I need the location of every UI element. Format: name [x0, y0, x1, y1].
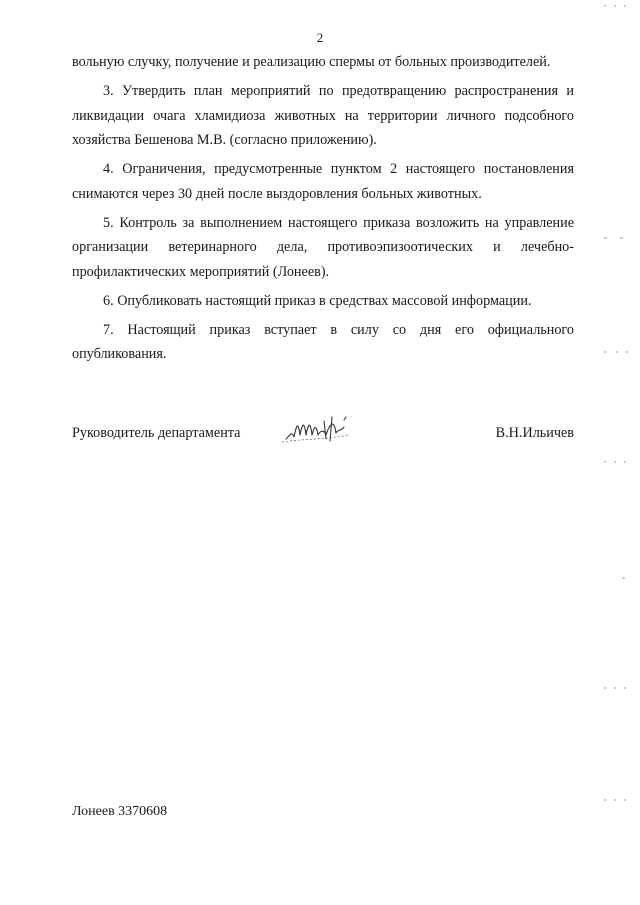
- paragraph-item-7: 7. Настоящий приказ вступает в силу со дня его официального опубликования.: [72, 321, 574, 362]
- signer-name: В.Н.Ильичев: [495, 425, 574, 441]
- paragraph-item-6: 6. Опубликовать настоящий приказ в средствах массовой информации.: [103, 292, 532, 309]
- paragraph-item-4: 4. Ограничения, предусмотренные пунктом 2 настоящего постановления снимаются через 30 дней после выздоровления больных животных.: [72, 161, 574, 202]
- scan-noise-mark: [602, 2, 632, 10]
- paragraph-item-3: 3. Утвердить план мероприятий по предотвращению распространения и ликвидации очага хламидиоза животных на территории личного подсобного хозяйства Бешенова М.В. (согласно приложению).: [72, 83, 574, 148]
- document-body: [72, 50, 574, 371]
- scan-noise-mark: [602, 458, 632, 466]
- scan-noise-mark: [602, 574, 632, 582]
- scan-noise-mark: [602, 684, 632, 692]
- scan-noise-mark: [602, 796, 632, 804]
- signature-block: [72, 425, 574, 449]
- page-number: 2: [316, 30, 324, 45]
- footer-executor-code: Лонеев 3370608: [72, 804, 168, 819]
- scan-noise-mark: [602, 348, 632, 356]
- scan-noise-mark: [602, 234, 632, 242]
- paragraph-continuation: вольную случку, получение и реализацию спермы от больных производителей.: [72, 54, 551, 70]
- paragraph-item-5: 5. Контроль за выполнением настоящего приказа возложить на управление организации ветеринарного дела, противоэпизоотических и лечебно-профилактических мероприятий (Лонеев).: [72, 214, 574, 280]
- handwritten-signature: [280, 409, 366, 449]
- signer-title: Руководитель департамента: [72, 425, 241, 441]
